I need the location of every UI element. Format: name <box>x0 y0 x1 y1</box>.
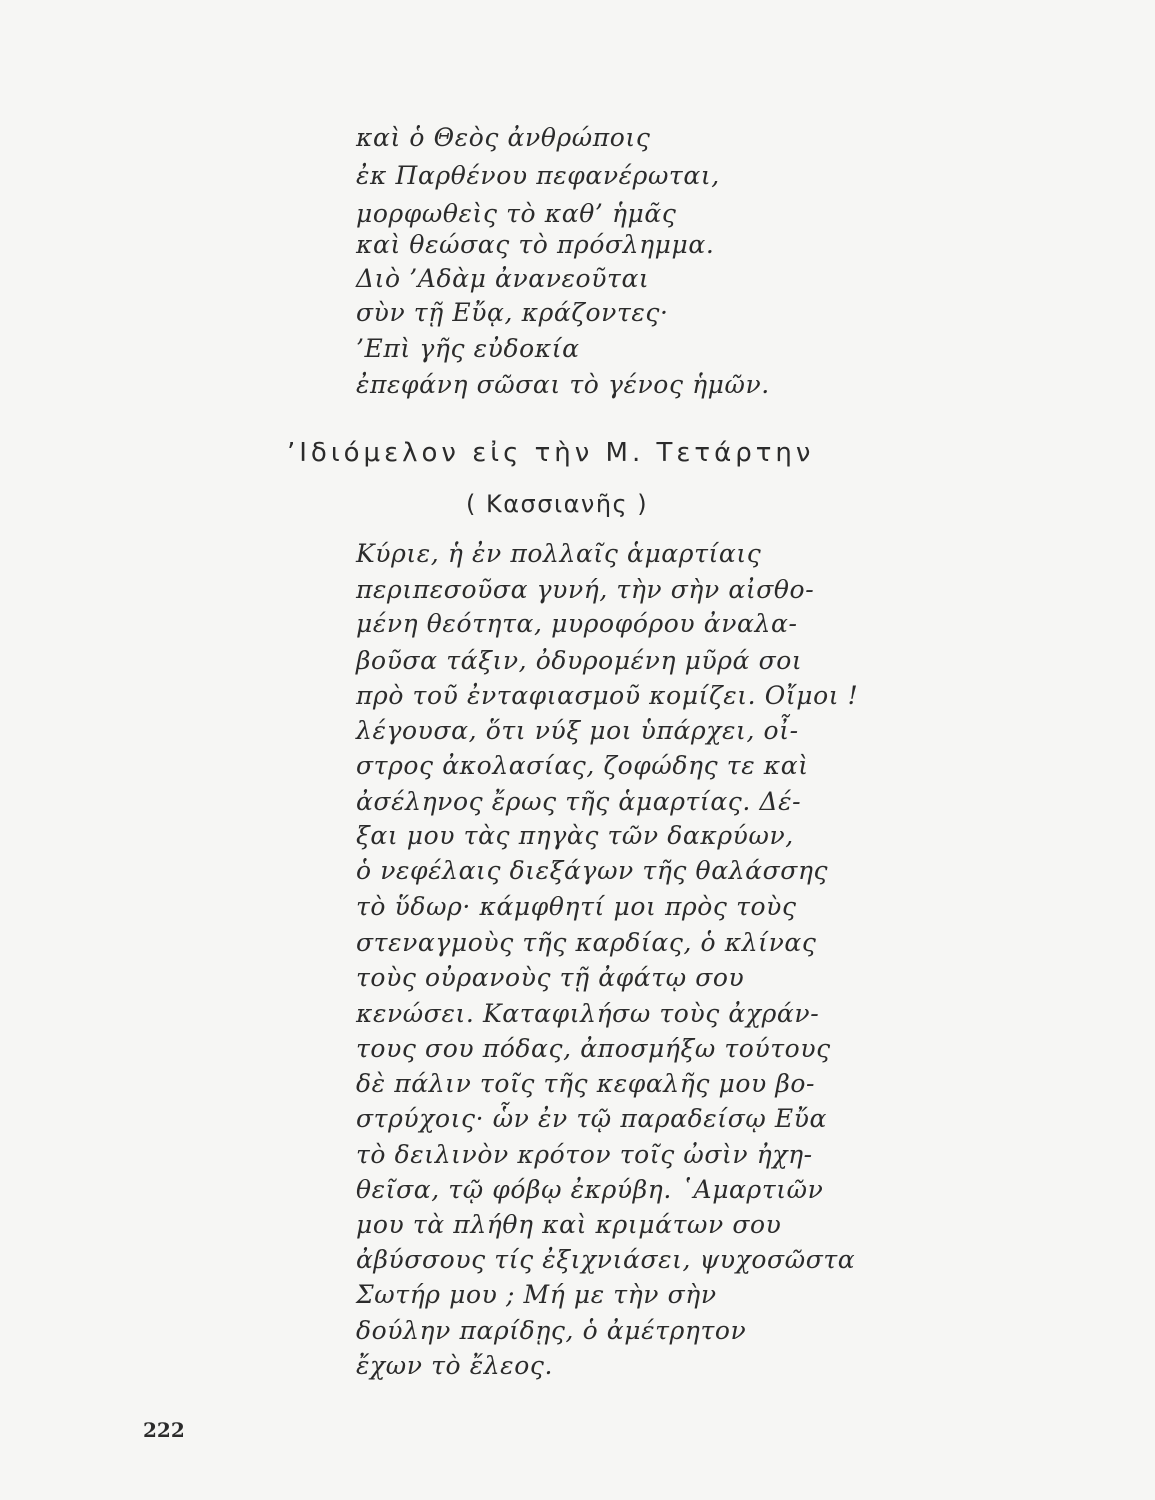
verse-line: ἐκ Παρθένου πεφανέρωται, <box>356 161 720 190</box>
verse-line: στρος ἀκολασίας, ζοφώδης τε καὶ <box>356 751 809 780</box>
verse-line: ἐπεφάνη σῶσαι τὸ γένος ἡμῶν. <box>356 370 770 399</box>
verse-line: Διὸ ’Αδὰμ ἀνανεοῦται <box>356 264 650 293</box>
verse-line: βοῦσα τάξιν, ὀδυρομένη μῦρά σοι <box>356 646 803 675</box>
verse-line: Σωτήρ μου ; Μή με τὴν σὴν <box>356 1280 717 1309</box>
hymn-author: ( Κασσιανῆς ) <box>466 490 649 518</box>
page-number: 222 <box>143 1418 185 1442</box>
verse-line: στεναγμοὺς τῆς καρδίας, ὁ κλίνας <box>356 928 817 957</box>
verse-line: ἀβύσσους τίς ἐξιχνιάσει, ψυχοσῶστα <box>356 1245 856 1274</box>
verse-line: κενώσει. Καταφιλήσω τοὺς ἀχράν- <box>356 999 820 1028</box>
verse-line: ἔχων τὸ ἔλεος. <box>356 1351 553 1380</box>
verse-line: μένη θεότητα, μυροφόρου ἀναλα- <box>356 609 798 638</box>
verse-line: τους σου πόδας, ἀποσμήξω τούτους <box>356 1034 831 1063</box>
verse-line: πρὸ τοῦ ἐνταφιασμοῦ κομίζει. Οἴμοι ! <box>356 681 859 710</box>
verse-line: τὸ ὕδωρ· κάμφθητί μοι πρὸς τοὺς <box>356 892 797 921</box>
verse-line: σὺν τῇ Εὔᾳ, κράζοντες· <box>356 298 669 327</box>
verse-line: μου τὰ πλήθη καὶ κριμάτων σου <box>356 1210 782 1239</box>
verse-line: μορφωθεὶς τὸ καθ’ ἡμᾶς <box>356 199 677 228</box>
verse-line: ἀσέληνος ἔρως τῆς ἁμαρτίας. Δέ- <box>356 787 802 816</box>
verse-line: καὶ θεώσας τὸ πρόσλημμα. <box>356 230 715 259</box>
verse-line: λέγουσα, ὅτι νύξ μοι ὑπάρχει, οἶ- <box>356 716 799 745</box>
verse-line: Κύριε, ἡ ἐν πολλαῖς ἁμαρτίαις <box>356 539 762 568</box>
verse-line: ξαι μου τὰς πηγὰς τῶν δακρύων, <box>356 821 794 850</box>
verse-line: καὶ ὁ Θεὸς ἀνθρώποις <box>356 123 651 152</box>
verse-line: τοὺς οὐρανοὺς τῇ ἀφάτῳ σου <box>356 963 745 992</box>
verse-line: στρύχοις· ὧν ἐν τῷ παραδείσῳ Εὔα <box>356 1104 828 1133</box>
verse-line: ’Επὶ γῆς εὐδοκία <box>356 334 580 363</box>
verse-line: τὸ δειλινὸν κρότον τοῖς ὠσὶν ἠχη- <box>356 1140 813 1169</box>
verse-line: ὁ νεφέλαις διεξάγων τῆς θαλάσσης <box>356 856 829 885</box>
verse-line: δὲ πάλιν τοῖς τῆς κεφαλῆς μου βο- <box>356 1069 816 1098</box>
hymn-heading: ’Ιδιόμελον εἰς τὴν Μ. Τετάρτην <box>287 438 815 468</box>
verse-line: δούλην παρίδῃς, ὁ ἀμέτρητον <box>356 1316 747 1345</box>
verse-line: περιπεσοῦσα γυνή, τὴν σὴν αἰσθο- <box>356 575 815 604</box>
verse-line: θεῖσα, τῷ φόβῳ ἐκρύβη. ῾Αμαρτιῶν <box>356 1175 824 1204</box>
